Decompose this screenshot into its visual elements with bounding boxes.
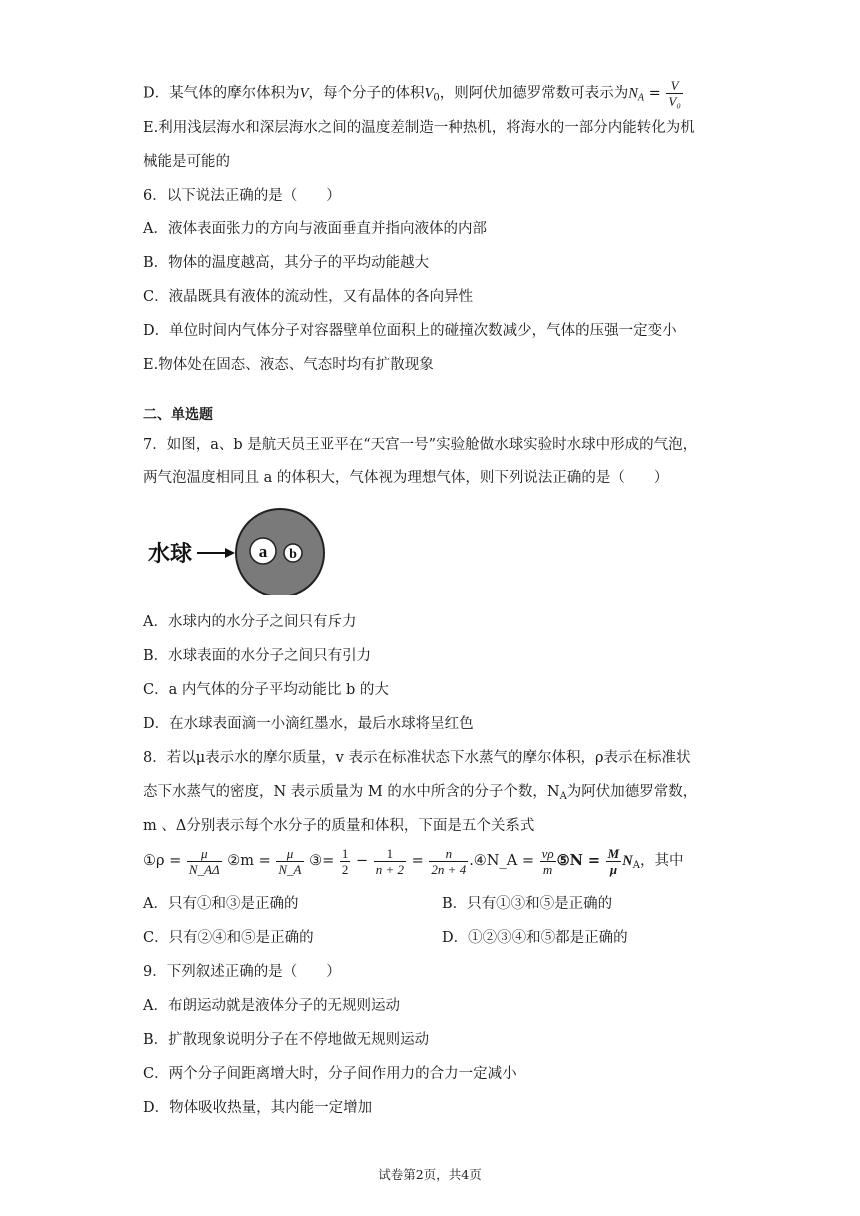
q7-option-b: B．水球表面的水分子之间只有引力	[143, 648, 372, 664]
formula-3a-den: 2	[341, 861, 349, 877]
formula-end-text: ，其中	[639, 853, 684, 869]
q8-option-c: C．只有②④和⑤是正确的	[143, 930, 314, 946]
q9-option-a: A．布朗运动就是液体分子的无规则运动	[143, 998, 400, 1014]
water-ball-figure	[143, 505, 343, 595]
q6-option-b: B．物体的温度越高，其分子的平均动能越大	[143, 255, 430, 271]
q5-d-fraction	[666, 78, 682, 109]
formula-3-lhs: ③=	[309, 853, 335, 869]
q5-option-e-line1: E.利用浅层海水和深层海水之间的温度差制造一种热机，将海水的一部分内能转化为机	[143, 120, 695, 136]
water-ball-diagram	[143, 505, 343, 595]
figure-label: 水球	[148, 542, 193, 567]
q5-d-var-v0-sub: 0	[433, 92, 440, 104]
q6-option-a: A．液体表面张力的方向与液面垂直并指向液体的内部	[143, 221, 487, 237]
q8-stem-line2-text: 态下水蒸气的密度，N 表示质量为 M 的水中所含的分子个数，N	[143, 784, 560, 800]
bubble-a-label: a	[258, 542, 268, 561]
q5-d-var-na: N	[628, 85, 638, 102]
q6-option-d: D．单位时间内气体分子对容器壁单位面积上的碰撞次数减少，气体的压强一定变小	[143, 323, 677, 339]
formula-1-den: N_AΔ	[188, 861, 220, 877]
q6-option-e: E.物体处在固态、液态、气态时均有扩散现象	[143, 357, 434, 373]
q8-stem-line2	[143, 782, 697, 807]
q8-stem-line1: 8．若以μ表示水的摩尔质量，v 表示在标准状态下水蒸气的摩尔体积，ρ表示在标准状	[143, 750, 691, 766]
formula-5-frac	[606, 846, 622, 877]
formula-2-lhs: ②m =	[227, 853, 271, 869]
q7-option-d: D．在水球表面滴一小滴红墨水，最后水球将呈红色	[143, 716, 474, 732]
formula-5-lhs: ⑤N =	[556, 852, 601, 869]
formula-4-num: vρ	[541, 845, 554, 861]
q5-d-text: D．某气体的摩尔体积为	[143, 85, 300, 102]
formula-5-n: N	[622, 853, 633, 869]
q8-stem-line3: m 、Δ分别表示每个水分子的质量和体积，下面是五个关系式	[143, 818, 535, 834]
q8-option-b: B．只有①③和⑤是正确的	[442, 896, 613, 912]
q7-stem-line2: 两气泡温度相同且 a 的体积大，气体视为理想气体，则下列说法正确的是（ ）	[143, 470, 669, 486]
formula-1-frac	[187, 846, 222, 877]
water-ball	[236, 509, 324, 595]
formula-3-eq: =	[411, 853, 424, 869]
formula-3b-den: n + 2	[375, 861, 405, 877]
formula-3c-den: 2n + 4	[431, 861, 467, 877]
section-heading: 二、单选题	[143, 407, 213, 423]
formula-5-num: M	[607, 845, 620, 861]
q7-option-a: A．水球内的水分子之间只有斥力	[143, 614, 357, 630]
q5-d-eq: =	[644, 85, 666, 102]
q5-option-d	[143, 78, 684, 109]
q8-option-a: A．只有①和③是正确的	[143, 896, 299, 912]
formula-3b-num: 1	[386, 845, 394, 861]
formula-3-frac-b	[374, 846, 406, 877]
formula-2-frac	[276, 846, 303, 877]
q9-option-d: D．物体吸收热量，其内能一定增加	[143, 1100, 373, 1116]
q5-d-frac-den: V₀	[668, 94, 681, 109]
q8-na-sub: A	[559, 791, 567, 802]
q5-d-text-tail: ，则阿伏加德罗常数可表示为	[439, 85, 629, 102]
q7-stem-line1: 7．如图，a、b 是航天员王亚平在“天宫一号”实验舱做水球实验时水球中形成的气泡，	[143, 437, 698, 453]
formula-1-num: μ	[201, 845, 208, 861]
q8-option-d: D．①②③④和⑤都是正确的	[442, 930, 628, 946]
formula-3-frac-a	[340, 846, 351, 877]
formula-3a-num: 1	[341, 845, 349, 861]
q6-stem: 6．以下说法正确的是（ ）	[143, 188, 341, 204]
q5-option-e-line2: 械能是可能的	[143, 154, 230, 170]
q5-d-text-mid: ，每个分子的体积	[308, 85, 425, 102]
q6-option-c: C．液晶既具有液体的流动性，又有晶体的各向异性	[143, 289, 474, 305]
formula-4-frac	[540, 846, 556, 877]
formula-2-den: N_A	[278, 861, 302, 877]
formula-5-den: μ	[606, 861, 622, 877]
formula-1-lhs: ①ρ =	[143, 853, 182, 869]
formula-3c-num: n	[445, 845, 453, 861]
q5-d-var-na-sub: A	[637, 92, 644, 104]
q5-d-var-v: V	[299, 85, 309, 102]
q8-formulas	[143, 844, 683, 883]
formula-2-num: μ	[286, 845, 294, 861]
q9-option-b: B．扩散现象说明分子在不停地做无规则运动	[143, 1032, 430, 1048]
bubble-b-label: b	[289, 547, 297, 562]
formula-5-n-sub: A	[632, 860, 640, 871]
formula-4-lhs: .④N_A =	[469, 853, 534, 869]
q7-option-c: C．a 内气体的分子平均动能比 b 的大	[143, 682, 389, 698]
formula-3-minus: −	[356, 853, 369, 869]
q5-d-var-v0: V	[424, 85, 434, 102]
formula-3-frac-c	[429, 846, 468, 877]
page-footer: 试卷第2页，共4页	[378, 1167, 482, 1182]
q9-stem: 9．下列叙述正确的是（ ）	[143, 964, 341, 980]
formula-4-den: m	[540, 861, 556, 877]
q9-option-c: C．两个分子间距离增大时，分子间作用力的合力一定减小	[143, 1066, 517, 1082]
arrow-icon	[225, 548, 235, 558]
q5-d-frac-num: V	[670, 78, 679, 93]
q8-stem-line2-tail: 为阿伏加德罗常数，	[566, 784, 698, 800]
